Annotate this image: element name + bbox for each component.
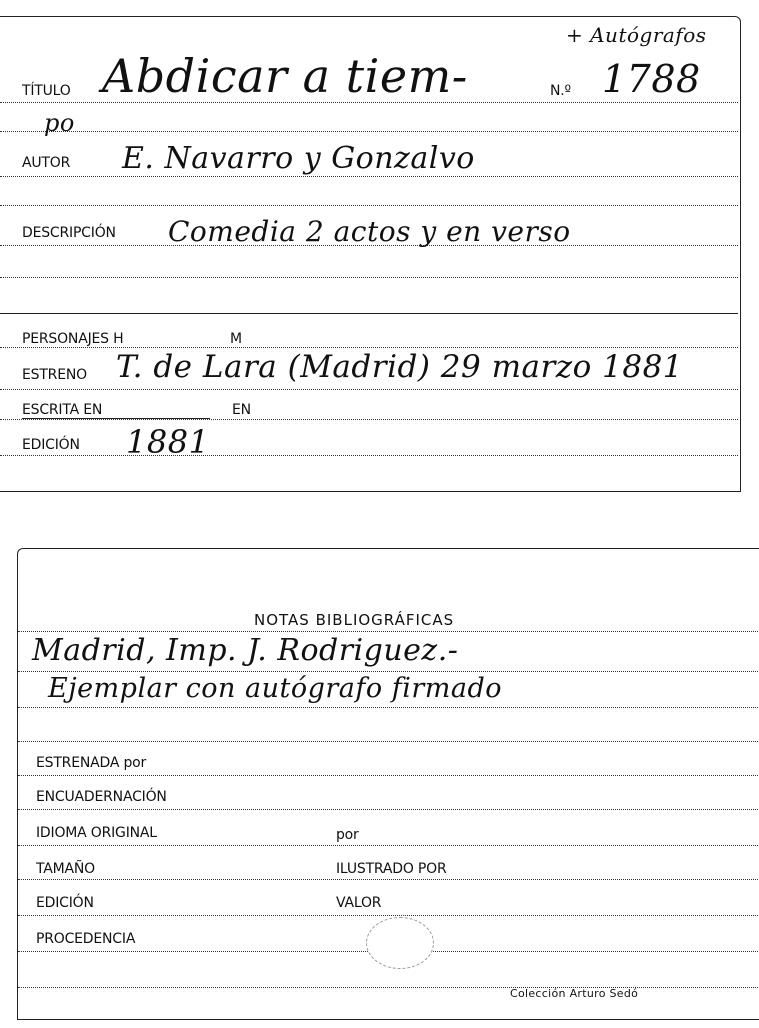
rule <box>18 671 758 672</box>
rule <box>0 205 738 206</box>
tamano-rule <box>18 879 758 880</box>
collection-credit: Colección Arturo Sedó <box>510 987 639 1000</box>
ilustrado-label: ILUSTRADO POR <box>336 861 447 877</box>
titulo-continuation: po <box>44 109 75 137</box>
titulo-value: Abdicar a tiem- <box>102 49 468 103</box>
estreno-label: ESTRENO <box>22 367 87 383</box>
edicion-label: EDICIÓN <box>36 895 94 911</box>
personajes-label: PERSONAJES H <box>22 331 124 347</box>
procedencia-label: PROCEDENCIA <box>36 931 136 947</box>
catalog-card-front <box>0 16 741 492</box>
notas-heading: NOTAS BIBLIOGRÁFICAS <box>254 611 455 629</box>
stamp-mark <box>366 917 434 969</box>
descripcion-value: Comedia 2 actos y en verso <box>168 215 571 248</box>
autor-label: AUTOR <box>22 155 71 171</box>
estrenada-rule <box>18 775 758 776</box>
catalog-card-back <box>17 548 759 1020</box>
personajes-rule <box>0 347 738 348</box>
edicion-label: EDICIÓN <box>22 437 80 453</box>
autor-value: E. Navarro y Gonzalvo <box>122 141 475 176</box>
edicion-rule <box>18 915 758 916</box>
autografos-annotation: + Autógrafos <box>566 23 707 47</box>
tamano-label: TAMAÑO <box>36 861 95 877</box>
edicion-value: 1881 <box>126 423 210 461</box>
valor-label: VALOR <box>336 895 382 911</box>
notas-line-1: Madrid, Imp. J. Rodriguez.- <box>32 633 459 668</box>
edicion-rule <box>0 455 738 456</box>
rule <box>18 631 758 632</box>
idioma-rule <box>18 845 758 846</box>
estreno-value: T. de Lara (Madrid) 29 marzo 1881 <box>116 349 684 385</box>
idioma-label: IDIOMA ORIGINAL <box>36 825 157 841</box>
numero-value: 1788 <box>602 57 701 101</box>
encuadernacion-label: ENCUADERNACIÓN <box>36 789 167 805</box>
personajes-m-label: M <box>230 331 242 347</box>
rule <box>18 987 758 988</box>
titulo-label: TÍTULO <box>22 83 71 99</box>
estreno-rule <box>0 389 738 390</box>
numero-label: N.º <box>550 83 571 99</box>
rule <box>0 277 738 278</box>
estrenada-label: ESTRENADA por <box>36 755 147 771</box>
en-label: EN <box>232 402 251 418</box>
escrita-en-label: ESCRITA EN <box>22 402 103 418</box>
descripcion-label: DESCRIPCIÓN <box>22 225 116 241</box>
rule <box>18 741 758 742</box>
section-divider <box>0 313 738 314</box>
rule <box>0 131 738 132</box>
por-label: por <box>336 827 359 843</box>
escrita-underline <box>22 418 210 419</box>
encuadernacion-rule <box>18 809 758 810</box>
rule <box>18 707 758 708</box>
notas-line-2: Ejemplar con autógrafo firmado <box>48 673 503 704</box>
escrita-rule <box>0 419 738 420</box>
author-rule <box>0 176 738 177</box>
